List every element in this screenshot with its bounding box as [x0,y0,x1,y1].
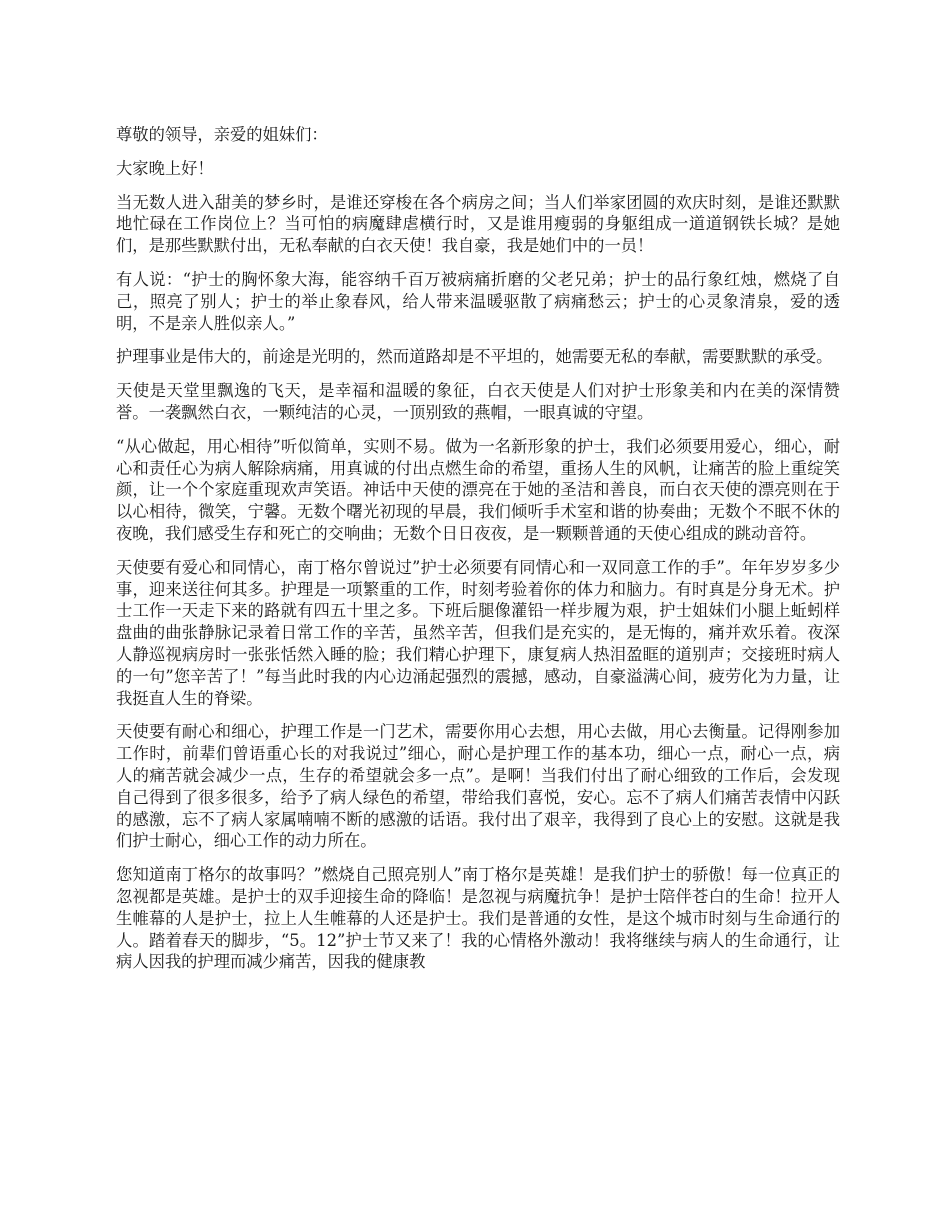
salutation: 尊敬的领导，亲爱的姐妹们： [116,125,328,144]
paragraph-nightingale: 您知道南丁格尔的故事吗？”燃烧自己照亮别人”南丁格尔是英雄！是我们护士的骄傲！每一位真正的忽视都是英雄。是护士的双手迎接生命的降临！是忽视与病魔抗争！是护士陪伴苍白的生命！拉开人生帷幕的人是护士，拉上人生帷幕的人还是护士。我们是普通的女性，是这个城市时刻与生命通行的人。踏着春天的脚步，“5。12”护士节又来了！我的心情格外激动！我将继续与病人的生命通行，让病人因我的护理而减少痛苦，因我的健康教 [116,865,840,972]
paragraph-compassion: 天使要有爱心和同情心，南丁格尔曾说过”护士必须要有同情心和一双同意工作的手”。年年岁岁多少事，迎来送往何其多。护理是一项繁重的工作，时刻考验着你的体力和脑力。有时真是分身无术。护士工作一天走下来的路就有四五十里之多。下班后腿像灌铅一样步履为艰，护士姐妹们小腿上蚯蚓样盘曲的曲张静脉记录着日常工作的辛苦，虽然辛苦，但我们是充实的，是无悔的，痛并欢乐着。夜深人静巡视病房时一张张恬然入睡的脸；我们精心护理下，康复病人热泪盈眶的道别声；交接班时病人的一句”您辛苦了！”每当此时我的内心边涌起强烈的震撼，感动，自豪溢满心间，疲劳化为力量，让我挺直人生的脊梁。 [116,557,840,708]
paragraph-angel: 天使是天堂里飘逸的飞天，是幸福和温暖的象征，白衣天使是人们对护士形象美和内在美的深情赞誉。一袭飘然白衣，一颗纯洁的心灵，一顶别致的燕帽，一眼真诚的守望。 [116,381,840,422]
paragraph-quote: 有人说：“护士的胸怀象大海，能容纳千百万被病痛折磨的父老兄弟；护士的品行象红烛，燃烧了自己，照亮了别人；护士的举止象春风，给人带来温暖驱散了病痛愁云；护士的心灵象清泉，爱的透明，不是亲人胜似亲人。” [116,269,840,333]
paragraph-intro: 当无数人进入甜美的梦乡时，是谁还穿梭在各个病房之间；当人们举家团圆的欢庆时刻，是谁还默默地忙碌在工作岗位上？当可怕的病魔肆虐横行时，又是谁用瘦弱的身躯组成一道道钢铁长城？是她们，是那些默默付出，无私奉献的白衣天使！我自豪，我是她们中的一员！ [116,192,840,256]
paragraph-career: 护理事业是伟大的，前途是光明的，然而道路却是不平坦的，她需要无私的奉献，需要默默的承受。 [116,347,833,367]
speech-document [116,124,840,985]
paragraph-patience: 天使要有耐心和细心，护理工作是一门艺术，需要你用心去想，用心去做，用心去衡量。记得刚参加工作时，前辈们曾语重心长的对我说过”细心，耐心是护理工作的基本功，细心一点，耐心一点，病人的痛苦就会减少一点，生存的希望就会多一点”。是啊！当我们付出了耐心细致的工作后，会发现自己得到了很多很多，给予了病人绿色的希望，带给我们喜悦，安心。忘不了病人们痛苦表情中闪跃的感激，忘不了病人家属喃喃不断的感激的话语。我付出了艰辛，我得到了良心上的安慰。这就是我们护士耐心，细心工作的动力所在。 [116,722,840,851]
greeting: 大家晚上好！ [116,158,214,178]
paragraph-heart: “从心做起，用心相待”听似简单，实则不易。做为一名新形象的护士，我们必须要用爱心，细心，耐心和责任心为病人解除病痛，用真诚的付出点燃生命的希望，重扬人生的风帆，让痛苦的脸上重绽笑颜，让一个个家庭重现欢声笑语。神话中天使的漂亮在于她的圣洁和善良，而白衣天使的漂亮则在于以心相待，微笑，宁馨。无数个曙光初现的早晨，我们倾听手术室和谐的协奏曲；无数个不眠不休的夜晚，我们感受生存和死亡的交响曲；无数个日日夜夜，是一颗颗普通的天使心组成的跳动音符。 [116,436,840,543]
